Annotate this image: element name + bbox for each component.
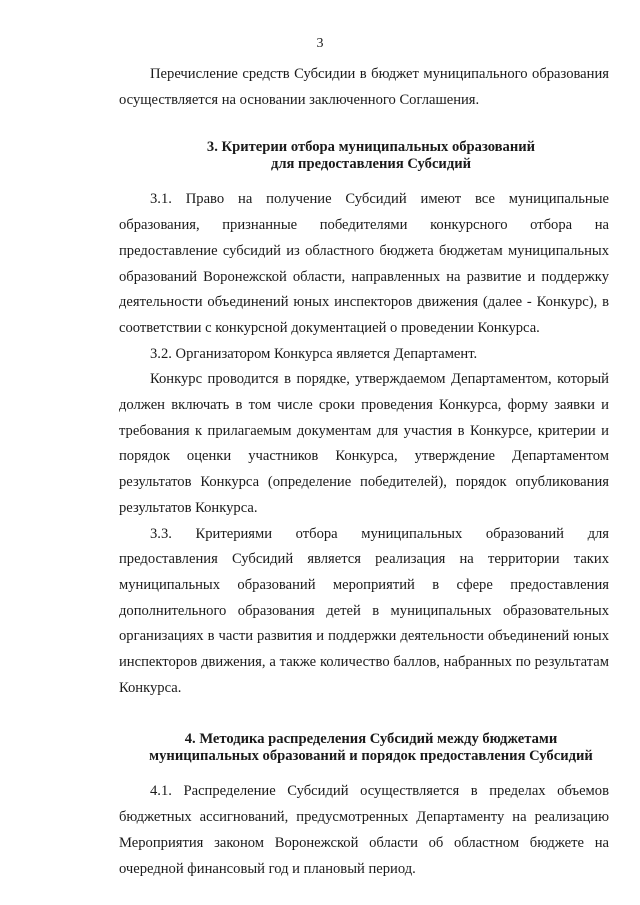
section-3-heading-line-1: 3. Критерии отбора муниципальных образований bbox=[206, 139, 536, 156]
paragraph-3-3: 3.3. Критериями отбора муниципальных образований для предоставления Субсидий является реализация на территории таких муниципальных образований мероприятий в сфере предоставления дополнительного образования детей в муниципальных образовательных организациях в части развития и поддержки деятельности объединений юных инспекторов движения, а также количество баллов, набранных по результатам Конкурса. bbox=[119, 525, 609, 696]
section-4-heading-line-1: 4. Методика распределения Субсидий между бюджетами bbox=[184, 731, 558, 748]
section-4-heading-line-2: муниципальных образований и порядок предоставления Субсидий bbox=[149, 748, 593, 765]
section-3-heading bbox=[119, 139, 609, 173]
intro-paragraph: Перечисление средств Субсидии в бюджет муниципального образования осуществляется на основании заключенного Соглашения. bbox=[119, 66, 609, 108]
paragraph-3-2-contest: Конкурс проводится в порядке, утверждаемом Департаментом, который должен включать в том числе сроки проведения Конкурса, форму заявки и требования к прилагаемым документам для участия в Конкурсе, критерии и порядок оценки участников Конкурса, утверждение Департаментом результатов Конкурса (определение победителей), порядок опубликования результатов Конкурса. bbox=[119, 371, 609, 516]
document-body bbox=[119, 62, 609, 882]
section-4-heading bbox=[119, 731, 609, 765]
section-3-heading-line-2: для предоставления Субсидий bbox=[270, 156, 472, 173]
paragraph-3-2: 3.2. Организатором Конкурса является Департамент. bbox=[150, 345, 478, 362]
paragraph-3-1: 3.1. Право на получение Субсидий имеют все муниципальные образования, признанные победителями конкурсного отбора на предоставление субсидий из областного бюджета бюджетам муниципальных образований Воронежской области, направленных на развитие и поддержку деятельности объединений юных инспекторов движения (далее - Конкурс), в соответствии с конкурсной документацией о проведении Конкурса. bbox=[119, 191, 609, 336]
page-number: 3 bbox=[316, 36, 324, 51]
paragraph-4-1: 4.1. Распределение Субсидий осуществляется в пределах объемов бюджетных ассигнований, предусмотренных Департаменту на реализацию Мероприятия законом Воронежской области об областном бюджете на очередной финансовый год и плановый период. bbox=[119, 783, 609, 877]
